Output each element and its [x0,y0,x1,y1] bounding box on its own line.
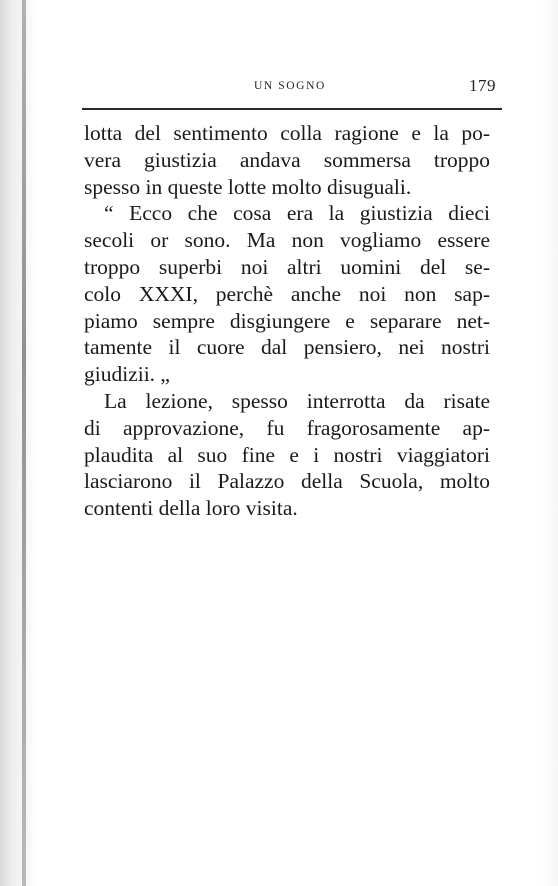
running-title: UN SOGNO [254,80,326,92]
running-head [84,76,502,100]
text-line: secoli or sono. Ma non vogliamo essere [84,228,490,253]
body-text [84,120,490,522]
text-line: piamo sempre disgiungere e separare net- [84,308,490,333]
text-line: plaudita al suo fine e i nostri viaggiatori [84,442,490,467]
binding-edge [22,0,26,886]
header-rule [82,108,502,110]
page-number: 179 [469,76,496,95]
page-spine-shadow [0,0,32,886]
text-line: La lezione, spesso interrotta da risate [104,388,490,413]
text-line: lotta del sentimento colla ragione e la po- [84,121,490,145]
text-line: tamente il cuore dal pensiero, nei nostri [84,335,490,360]
text-line: vera giustizia andava sommersa troppo [84,147,490,172]
text-line: lasciarono il Palazzo della Scuola, molto [84,469,490,494]
text-line: spesso in queste lotte molto disuguali. [84,174,412,199]
text-line: “ Ecco che cosa era la giustizia dieci [104,201,490,226]
text-line: giudizii. „ [84,362,170,387]
text-line: troppo superbi noi altri uomini del se- [84,254,490,279]
text-line: di approvazione, fu fragorosamente ap- [84,415,490,440]
text-line: colo XXXI, perchè anche noi non sap- [84,281,490,306]
text-line: contenti della loro visita. [84,496,298,521]
